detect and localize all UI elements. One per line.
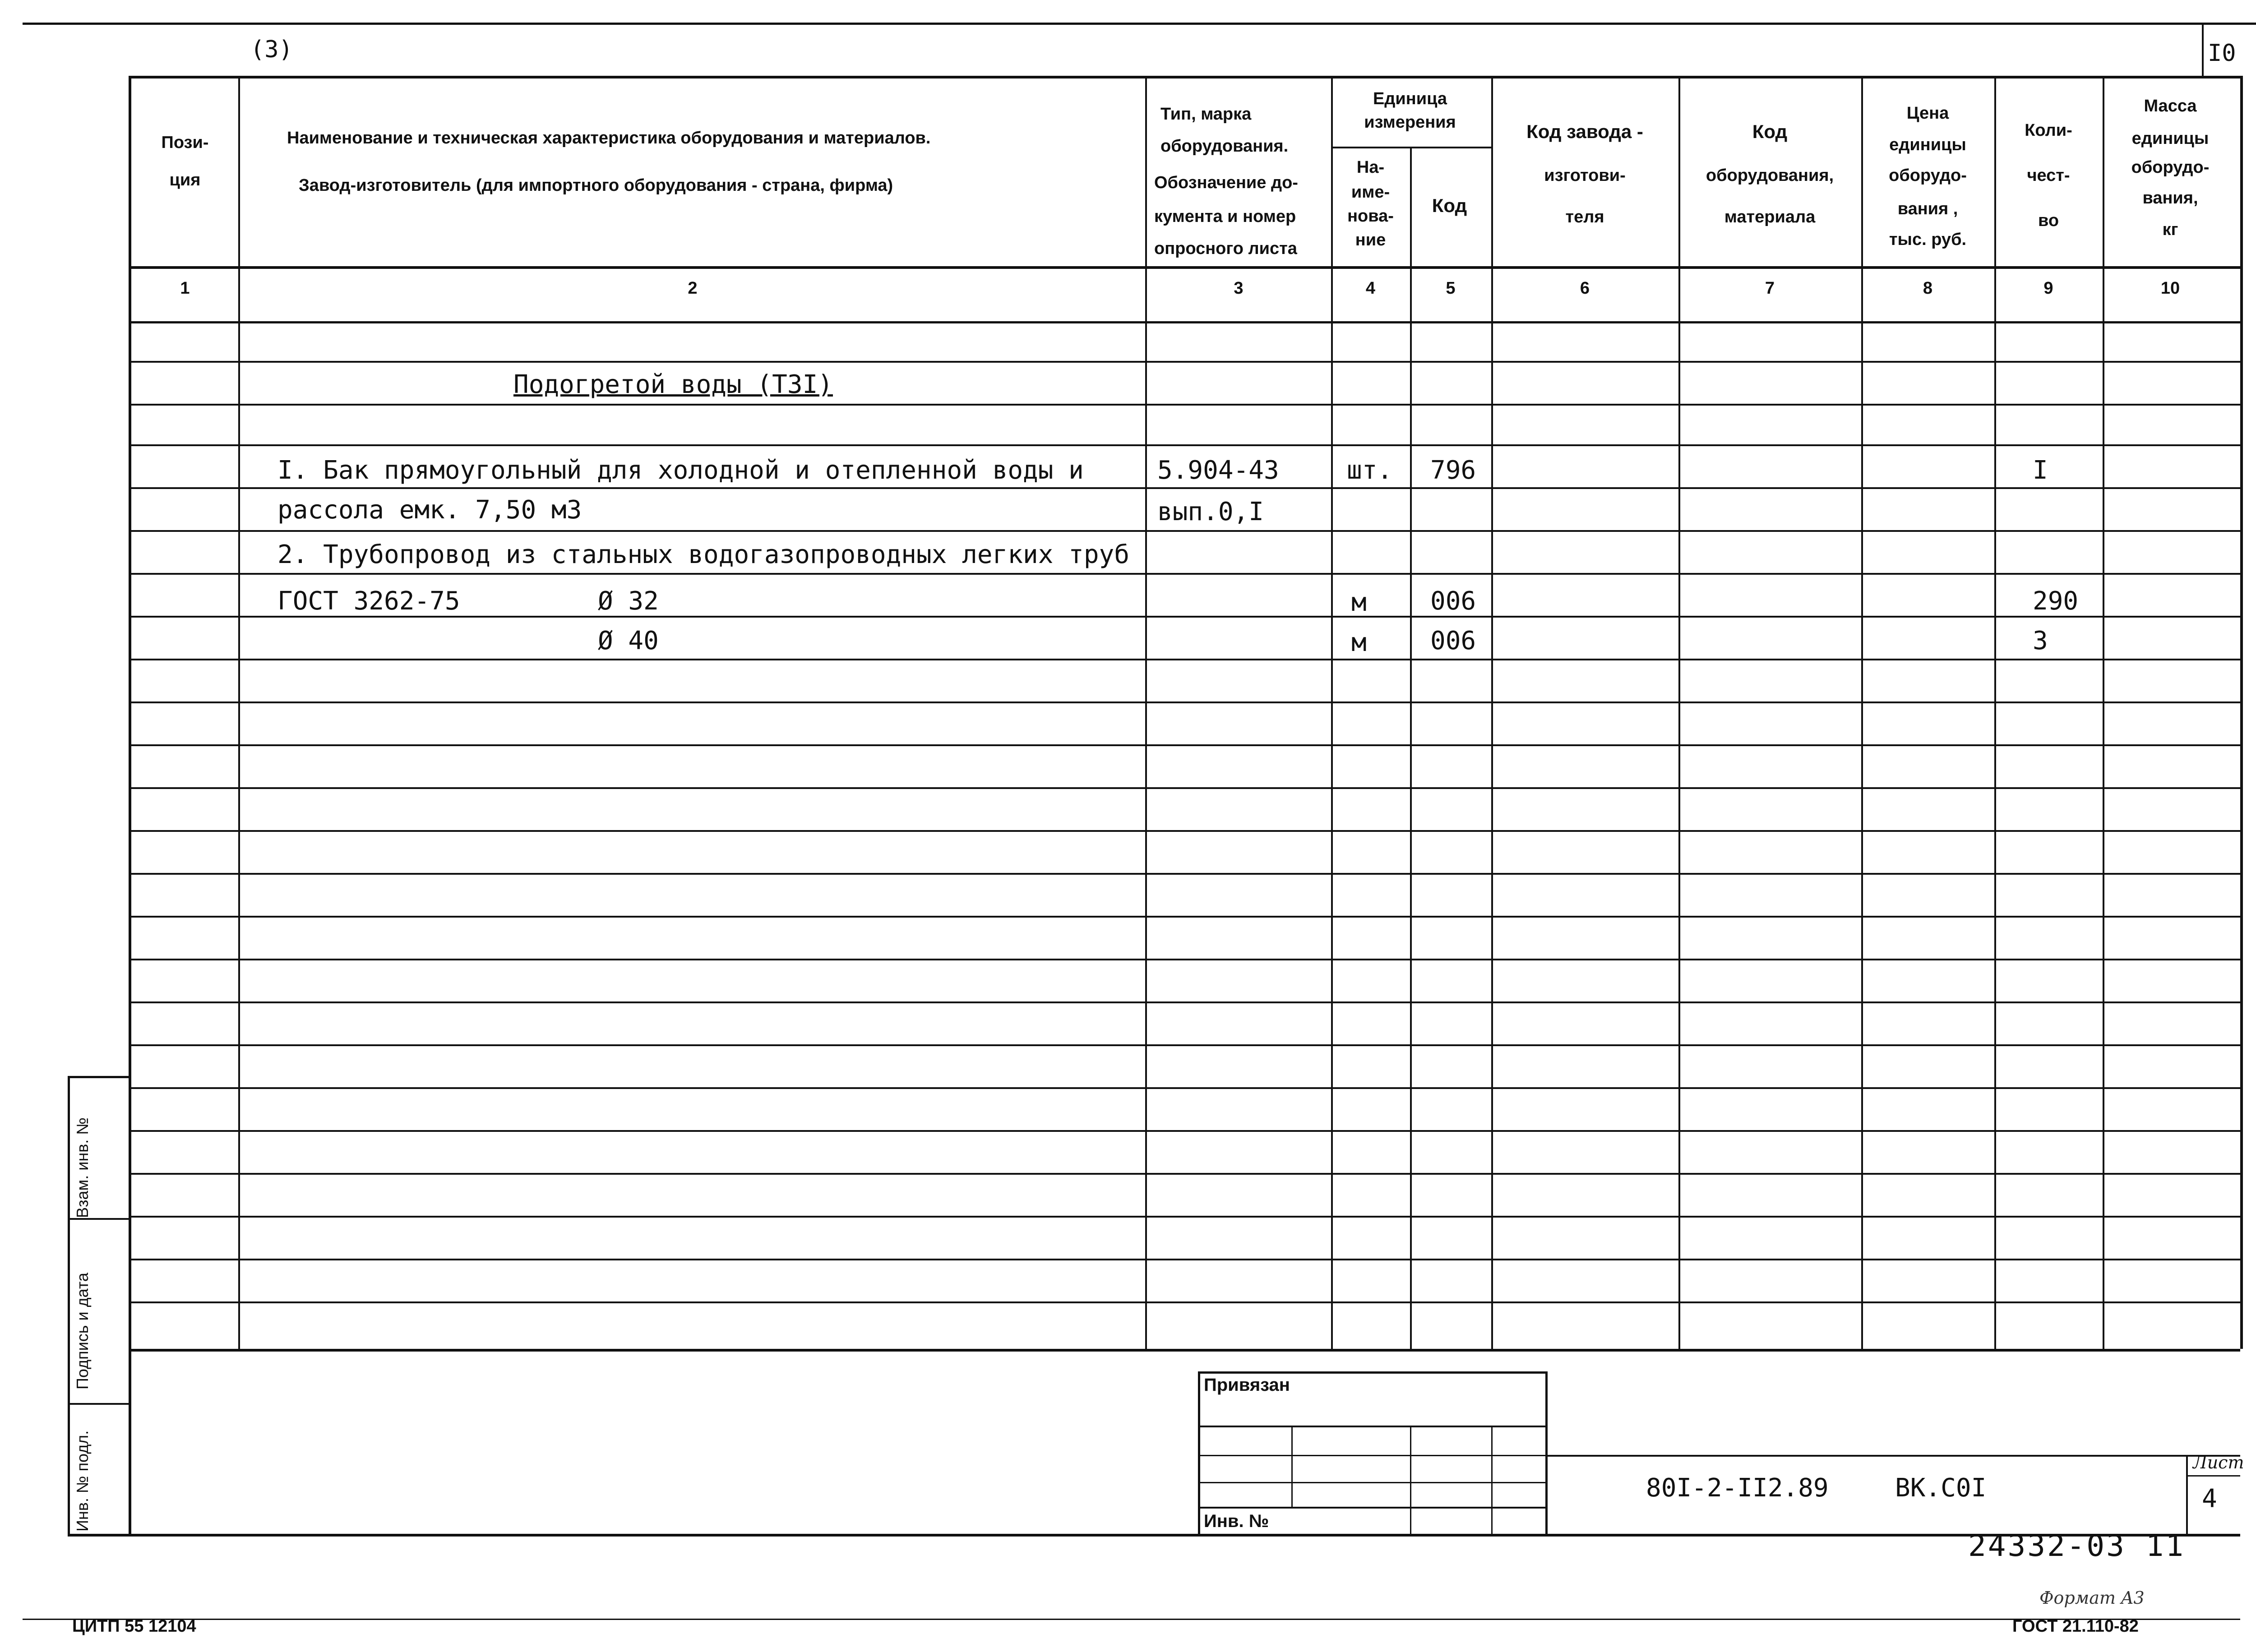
table-row-line xyxy=(129,1173,2240,1175)
column-line xyxy=(1331,76,1333,1349)
header-col4-line1: На- xyxy=(1356,158,1385,177)
row4-qty: 290 xyxy=(2033,586,2079,616)
colnum-2: 2 xyxy=(688,279,698,298)
stamp-right-line xyxy=(1545,1371,1548,1534)
frame-top-line xyxy=(23,23,2256,25)
header-col9-line1: Коли- xyxy=(2025,121,2072,140)
stamp-line xyxy=(1198,1455,1545,1456)
footer-gost: ГОСТ 21.110-82 xyxy=(2012,1617,2139,1636)
header-col2-line1: Наименование и техническая характеристика оборудования и материалов. xyxy=(287,129,931,148)
colnum-6: 6 xyxy=(1580,279,1590,298)
stamp-sheet-label: Лист xyxy=(2193,1453,2244,1472)
table-row-line xyxy=(129,1259,2240,1260)
side-stamp-divider xyxy=(68,1403,129,1405)
header-col4-line3: нова- xyxy=(1347,207,1394,226)
header-col1-line2: ция xyxy=(169,171,201,189)
header-col8-line5: тыс. руб. xyxy=(1889,230,1967,249)
header-col10-line4: вания, xyxy=(2142,189,2198,208)
column-line xyxy=(2103,76,2104,1349)
row1-name: I. Бак прямоугольный для холодной и отепленной воды и xyxy=(277,456,1084,485)
corner-page-number: I0 xyxy=(2208,40,2236,67)
row1-type: 5.904-43 xyxy=(1157,456,1279,485)
header-col3-line3: Обозначение до- xyxy=(1154,173,1298,192)
header-col7-line2: оборудования, xyxy=(1706,166,1834,185)
table-row-line xyxy=(129,1044,2240,1046)
header-col10-line2: единицы xyxy=(2131,129,2209,148)
header-col7-line1: Код xyxy=(1752,121,1788,142)
header-col3-line5: опросного листа xyxy=(1154,239,1297,258)
row5-diameter: Ø 40 xyxy=(598,626,659,655)
side-stamp-left-line xyxy=(68,1076,70,1534)
header-col8-line2: единицы xyxy=(1889,135,1966,154)
table-row-line xyxy=(129,444,2240,446)
table-row-line xyxy=(129,959,2240,960)
header-col10-line1: Масса xyxy=(2144,97,2197,115)
header-col9-line3: во xyxy=(2038,211,2059,230)
header-col3-line2: оборудования. xyxy=(1160,137,1289,156)
table-row-line xyxy=(129,744,2240,746)
corner-box-line xyxy=(2202,23,2204,76)
side-label-podpis-data: Подпись и дата xyxy=(73,1273,92,1389)
row4-diameter: Ø 32 xyxy=(598,586,659,616)
section-title: Подогретой воды (Т3I) xyxy=(513,370,833,399)
header-col8-line4: вания , xyxy=(1897,199,1958,218)
colnum-3: 3 xyxy=(1234,279,1244,298)
table-row-line xyxy=(129,659,2240,660)
header-col6-line3: теля xyxy=(1565,208,1604,226)
header-col4-line2: име- xyxy=(1351,183,1390,202)
stamp-col-line xyxy=(1291,1426,1293,1507)
header-col10-line3: оборудо- xyxy=(2131,158,2210,177)
header-col5: Код xyxy=(1432,195,1467,216)
stamp-privyazan: Привязан xyxy=(1204,1375,1290,1395)
table-row-line xyxy=(129,404,2240,406)
column-line xyxy=(1410,147,1412,1349)
table-top-line xyxy=(129,76,2240,78)
side-stamp-divider xyxy=(68,1218,129,1220)
column-line xyxy=(1491,76,1493,1349)
header-col7-line3: материала xyxy=(1724,208,1816,226)
table-row-line xyxy=(129,1349,2240,1352)
column-numbers-line xyxy=(129,321,2240,323)
row1-unit: шт. xyxy=(1347,456,1393,485)
row5-unit: м xyxy=(1351,628,1367,657)
stamp-doc-code: ВК.С0I xyxy=(1895,1473,1987,1503)
header-col6-line1: Код завода - xyxy=(1526,121,1643,142)
table-row-line xyxy=(129,873,2240,875)
footer-line xyxy=(23,1619,2240,1620)
stamp-col-line xyxy=(1491,1426,1493,1534)
footer-left-code: ЦИТП 55 12104 xyxy=(72,1617,196,1636)
sheet-box-left-line xyxy=(2186,1455,2188,1534)
table-row-line xyxy=(129,1130,2240,1132)
header-col6-line2: изготови- xyxy=(1544,166,1626,185)
header-unit-line1: Единица xyxy=(1373,89,1447,108)
table-row-line xyxy=(129,1216,2240,1218)
colnum-9: 9 xyxy=(2043,279,2053,298)
colnum-10: 10 xyxy=(2160,279,2180,298)
stamp-col-line xyxy=(1410,1426,1411,1534)
column-line xyxy=(1145,76,1147,1349)
colnum-5: 5 xyxy=(1446,279,1456,298)
header-col10-line5: кг xyxy=(2162,220,2178,239)
side-label-inv-podl: Инв. № подл. xyxy=(73,1430,92,1532)
table-row-line xyxy=(129,701,2240,703)
colnum-7: 7 xyxy=(1765,279,1775,298)
row5-code: 006 xyxy=(1430,626,1476,655)
header-col4-line4: ние xyxy=(1355,231,1386,249)
row1-code: 796 xyxy=(1430,456,1476,485)
colnum-8: 8 xyxy=(1923,279,1933,298)
frame-bottom-line xyxy=(68,1534,2240,1537)
part-label: (3) xyxy=(250,36,293,63)
stamp-inv-label: Инв. № xyxy=(1204,1511,1269,1531)
stamp-line xyxy=(1198,1482,1545,1483)
header-col2-line2: Завод-изготовитель (для импортного оборудования - страна, фирма) xyxy=(299,176,893,195)
format-label: Формат A3 xyxy=(2039,1588,2145,1608)
column-line xyxy=(2240,76,2243,1349)
table-row-line xyxy=(129,1301,2240,1303)
row4-code: 006 xyxy=(1430,586,1476,616)
stamp-top-line xyxy=(1198,1371,1545,1374)
header-col9-line2: чест- xyxy=(2027,166,2070,185)
header-bottom-line xyxy=(129,266,2240,269)
header-col3-line1: Тип, марка xyxy=(1160,105,1252,124)
row3-name: 2. Трубопровод из стальных водогазопроводных легких труб xyxy=(277,540,1130,569)
colnum-4: 4 xyxy=(1365,279,1376,298)
header-col8-line3: оборудо- xyxy=(1889,166,1967,185)
header-unit-line2: измерения xyxy=(1364,113,1456,132)
row4-name: ГОСТ 3262-75 xyxy=(277,586,460,616)
sheet-box-divider xyxy=(2186,1475,2240,1477)
stamp-left-line xyxy=(1198,1371,1200,1534)
side-stamp-top-line xyxy=(68,1076,129,1078)
header-col3-line4: кумента и номер xyxy=(1154,207,1296,226)
table-row-line xyxy=(129,1001,2240,1003)
table-row-line xyxy=(129,787,2240,789)
row2-name: рассола емк. 7,50 м3 xyxy=(277,495,582,525)
side-label-vzam-inv: Взам. инв. № xyxy=(73,1117,92,1218)
stamp-line xyxy=(1198,1507,1545,1509)
table-row-line xyxy=(129,830,2240,832)
stamp-title-line xyxy=(1545,1455,2240,1457)
header-col8-line1: Цена xyxy=(1906,104,1949,123)
table-row-line xyxy=(129,530,2240,532)
table-row-line xyxy=(129,361,2240,363)
stamp-designation: 80I-2-II2.89 xyxy=(1646,1473,1829,1503)
row1-qty: I xyxy=(2033,456,2048,485)
row5-qty: 3 xyxy=(2033,626,2048,655)
table-row-line xyxy=(129,616,2240,618)
table-row-line xyxy=(129,1087,2240,1089)
table-row-line xyxy=(129,573,2240,575)
stamp-sheet-number: 4 xyxy=(2202,1484,2217,1514)
row2-type: вып.0,I xyxy=(1157,497,1264,526)
handwritten-number: 24332-03 11 xyxy=(1968,1528,2186,1563)
colnum-1: 1 xyxy=(180,279,190,298)
column-line xyxy=(1678,76,1680,1349)
row4-unit: м xyxy=(1351,588,1367,617)
stamp-line xyxy=(1198,1426,1545,1427)
header-col1-line1: Пози- xyxy=(161,133,209,152)
table-row-line xyxy=(129,916,2240,918)
column-line xyxy=(238,76,240,1349)
column-line xyxy=(1861,76,1863,1349)
table-row-line xyxy=(129,487,2240,489)
column-line xyxy=(1994,76,1996,1349)
